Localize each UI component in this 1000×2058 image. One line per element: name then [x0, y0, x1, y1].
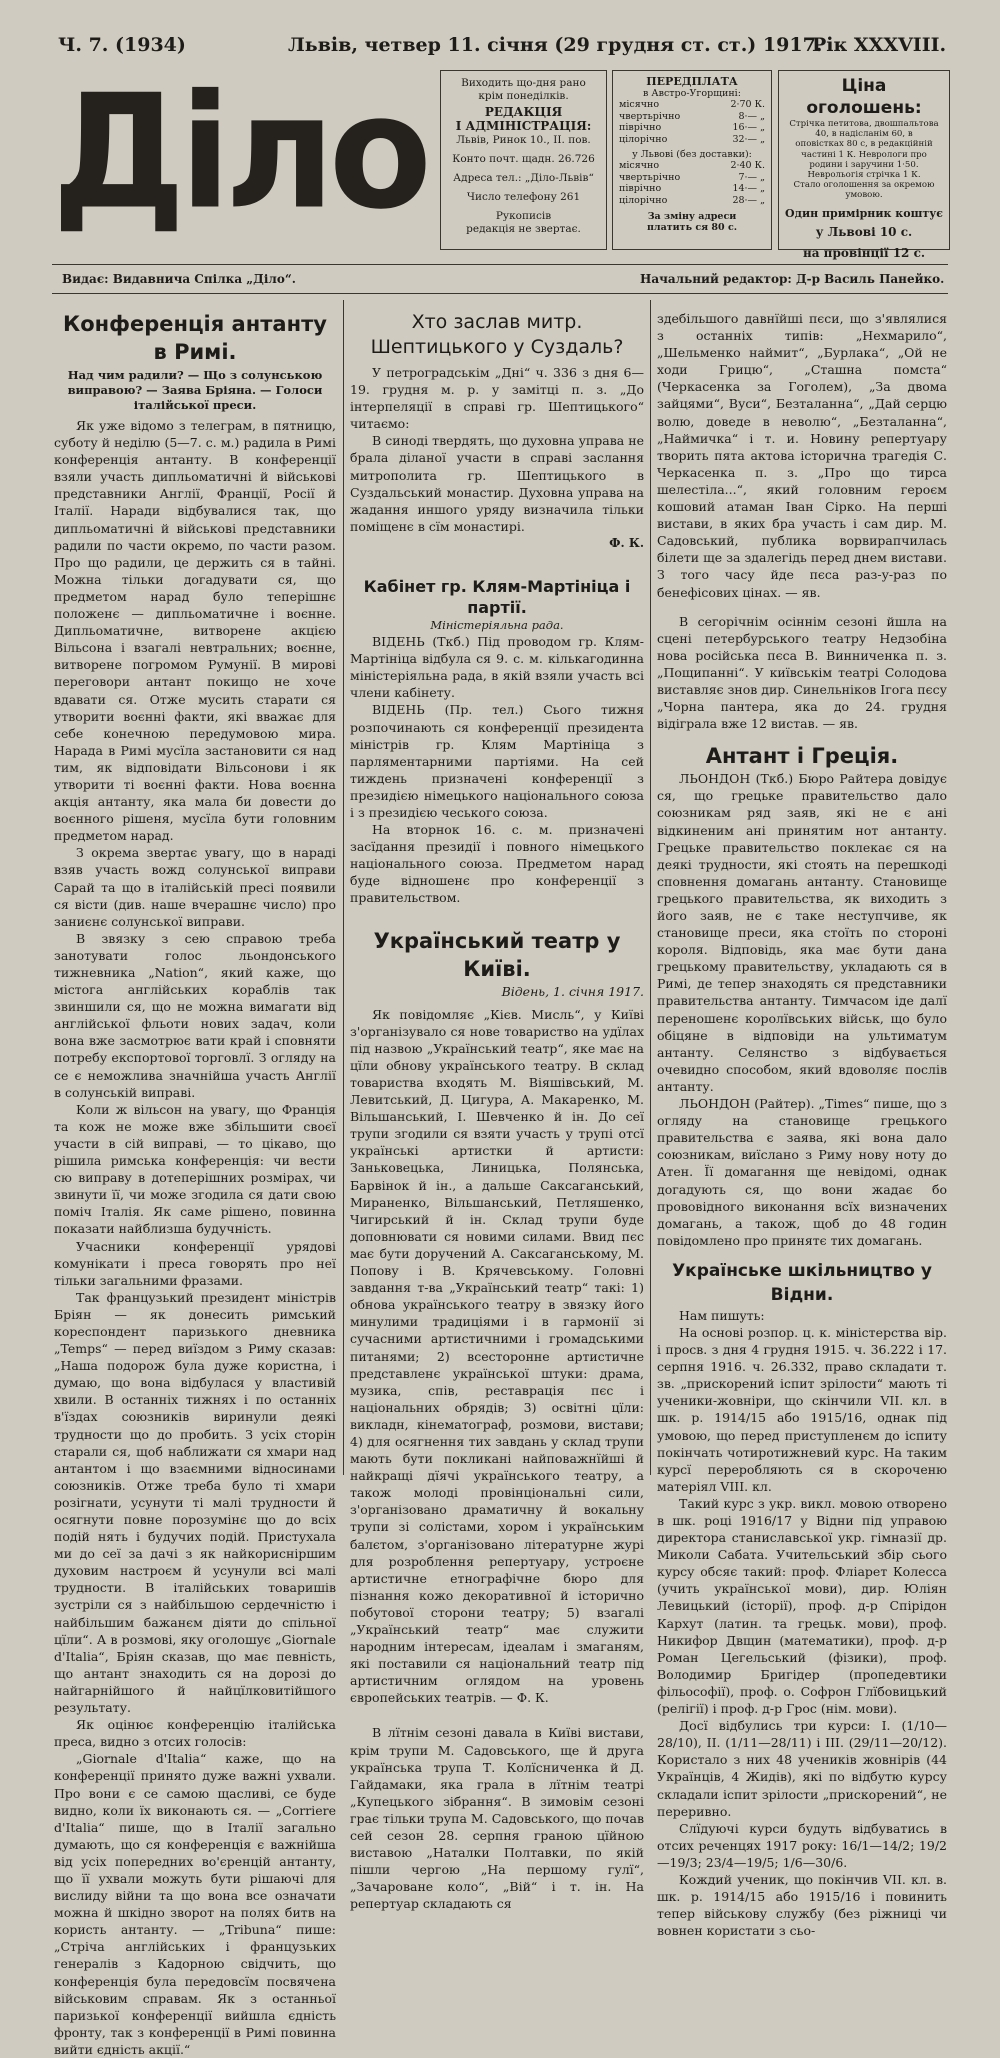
article-title: Антант і Греція.: [705, 744, 899, 769]
column-2: [350, 310, 644, 1912]
price-lviv: у Львові 10 с.: [815, 224, 913, 239]
paragraph: Як повідомляє „Кієв. Мисль“, у Київі з'організувало ся нове товариство на удїлах під назвою „Український театр“, яке має на цїли обнову українського театру. В склад товариства входять М. Віяшівський, М. Левитський, Д. Цигура, А. Макаренко, М. Вільшанський, І. Шевченко й ін. До сеї трупи згодили ся взяти участь у трупі отсї українські артистки й артисти: Заньковецька, Линицька, Полянська, Барвінок й ін., а дальше Саксаганський, Мираненко, Вільшанський, Петляшенко, Чигирський й ін. Склад трупи буде доповнювати ся новими силами. Ввид пєс має бути доручений А. Саксаганському, М. Попову і В. Крячевському. Головні завдання т-ва „Український театр“ такі: 1) обнова українського театру в звязку його минулими традиціями і в гармонії зі сучасними артистичними і громадськими питанями; 2) всесторонне артистичне представленє української штуки: драма, музика, спів, реставрація пєс і національних обрядів; 3) освітні цїли: викладн, кінематограф, розмови, вистави; 4) для осягнення тих завдань у склад трупи мають бути покликані найповажнїйші й найкращі дїячі українського театру, а також молоді провінціональні сили, з'організовано драматичну й вокальну трупи зі солістами, хором і українським балєтом, з'організовано літературне журі для розроблення репертуару, устроєне артистичне етнографічне бюро для пізнання кожо декоративної й історично побутової сторони театру; 5) взагалі „Український театр“ має служити народним інтересам, ідеалам і змаганям, які поставили ся національний театр під артистичним оглядом на уровень європейських театрів. — Ф. К.: [350, 1006, 644, 1706]
paragraph: Слїдуючі курси будуть відбуватись в отсих реченцях 1917 року: 16/1—14/2; 19/2—19/3; 23/4—19/5; 1/6—30/6.: [657, 1820, 947, 1870]
paragraph: В звязку з сею справою треба занотувати голос льондонського тижневника „Nation“, який каже, що містога англійських кораблів так звиншили ся, що не можна вимагати від англійської фльоти нових задач, коли вона вже засмотрює вати край і сповняти потребу експортової торговлї. З огляду на се є неможлива значнійша участь Англії в солунській виправі.: [54, 930, 336, 1100]
subscription-row: цілорічно 28·— „: [619, 194, 765, 206]
subscription-note-1: За зміну адреси: [647, 210, 737, 222]
paragraph: З окрема звертає увагу, що в нараді взяв участь вожд солунської виправи Сарай та що в італійській пресі появили ся вісти (див. наше вчерашнє число) про заниєнє солунської виправи.: [54, 845, 336, 929]
ads-line: оповістках 80 с, в редакційній частині 1 К. Неврологи про: [795, 139, 933, 160]
ads-line: Стало оголошення за окремою: [793, 180, 935, 191]
ads-title: Ціна оголошень:: [806, 76, 922, 118]
ads-line: Стрічка петитова, двошпальтова 40, в надісланім 60, в: [789, 119, 939, 140]
info-box: [440, 70, 607, 250]
paragraph: В сегорічнім осіннім сезоні йшла на сцені петербурського театру Недзобіна нова російська пєса В. Винниченка п. з. „Пощипанні“. У київськім театрі Солодова виставляє знов дир. Синельніков Ігога пєсу „Чорна пантера, яка до 24. грудня відіграла вже 12 вистав. — яв.: [657, 613, 947, 732]
paragraph: У петроградськім „Дні“ ч. 336 з дня 6—19. грудня м. р. у замітці п. з. „До інтерпеляції в справі гр. Шептицького“ читаємо:: [350, 365, 644, 432]
paragraph: В лїтнім сезоні давала в Київі вистави, крім трупи М. Садовського, ще й друга українська трупа Т. Колїсниченка й Д. Гайдамаки, яка грала в лїтнім театрі „Купецького зібрання“. В зимовім сезоні грає тільки трупа М. Садовського, що почав сей сезон 28. серпня граною цїйною виставою „Наталки Полтавки, по якій пішли чергою „На першому гулї“, „Зачароване коло“, „Вій“ і т. ін. На репертуар складають ся: [350, 1725, 644, 1912]
paragraph: Досї відбулись три курси: І. (1/10—28/10), ІІ. (1/11—28/11) і ІІІ. (29/11—20/12). Користало з них 48 учеників жовнірів (44 Українців, 4 Жидів), які по відбутю курсу складали іспит зрілости „прискорений“, не переривно.: [657, 1718, 947, 1819]
paragraph: Учасники конференції урядові комунікати і преса говорять про неї тільки загальними фразами.: [54, 1238, 336, 1288]
office-title: РЕДАКЦІЯ: [484, 105, 563, 119]
column-1: [54, 310, 336, 2057]
paragraph: Кождий ученик, що покінчив VII. кл. в. шк. р. 1914/15 або 1915/16 і повинить тепер військову службу (без ріжниці чи вовнен користати з сьо-: [657, 1871, 947, 1939]
paragraph: Так французький президент міністрів Бріян — як донесить римський кореспондент паризького дневника „Temps“ — перед виїздом з Риму сказав: „Наша подорож була дуже користна, і думаю, що вона відбулася у властивій хвили. В останніх тижнях і по останніх в'їздах союзників виринули деякі трудности що до пробить. З усіх сторін старали ся, щоб наближати ся хмари над антантом і що взаємними відносинами союзників. Отже треба було ті хмари розігнати, усунути ті малі трудности й осягнути повне порозумінє що до всіх подій нять і будучих подій. Пристухала ми до сеї за дачі з як найкорисніршим духовим настроєм й усунули всі малі трудности. В італійських товаришів зустріли ся з найбільшою сердечністю і найбільшим бажанєм діяти до спільної цїли“. А в розмові, яку оголошує „Giornale d'Italia“, Бріян сказав, що має певність, що антант знаходить ся на дорозі до найгарнійшого й найцїлковитійшого результату.: [54, 1289, 336, 1716]
subscription-note-2: платить ся 80 с.: [646, 222, 738, 234]
office-address: Львів, Ринок 10., II. пов.: [456, 134, 591, 146]
article-subtitle: Над чим радили? — Що з солунською виправою? — Заява Бріяна. — Голоси італійської преси.: [67, 368, 323, 412]
subscription-row: піврічно 16·— „: [619, 122, 765, 134]
subscription-title: ПЕРЕДПЛАТА: [646, 75, 738, 88]
signature: Ф. К.: [609, 535, 644, 550]
masthead-title: Діло: [52, 61, 426, 245]
paragraph: Як уже відомо з телеграм, в пятницю, суботу й неділю (5—7. с. м.) радила в Римі конференція антанту. В конференції взяли участь дипльоматичні й військові представники Англії, Франції, Росії й Італії. Наради відбувалися так, що дипльоматичні й військові представники радили по части окремо, по части разом. Про що радили, це держить ся в тайні. Можна тільки догадувати ся, що предметом нарад було теперішнє положенє — дипльоматичне і воєнне. Дипльоматичне, витворене акцією Вільсона і взагалі невтральних; воєнне, витворене погромом Румунії. В мирові переговори антант покищо не хоче вдавати ся. Отже мусить старати ся утворити воєнні факти, які вважає для себе конечною передумовою мира. Нарада в Римі мусїла застановити ся над тим, як відповідати Вільсонови і як утворити ті воєнні факти. Нова воєнна акція антанту, яка мала би довести до воєнного рішеня, мусїла бути головним предметом нарад.: [54, 418, 336, 844]
office-sub: І АДМІНІСТРАЦІЯ:: [455, 119, 592, 133]
article-dateline: Відень, 1. січня 1917.: [501, 983, 644, 999]
paragraph: Такий курс з укр. викл. мовою отворено в шк. році 1916/17 у Відни під управою директора станиславської укр. гімназії др. Миколи Сабата. Учительський збір сього курсу обсяє такий: проф. Фліарет Колесса (учить української мови), дир. Юліян Левицький (історії), проф. д-р Спірідон Кархут (латин. та грецьк. мови), проф. Никифор Двщин (математики), проф. д-р Роман Цегельський (фізики), проф. Володимир Бригідер (пропедевтики фільософії), проф. о. Софрон Глїбовицький (релігії) і проф. д-р Грос (нім. мови).: [657, 1495, 947, 1717]
subscription-box: [612, 70, 772, 250]
subscription-austria-label: в Австро-Угорщині:: [643, 87, 741, 99]
office-note-2: редакція не звертає.: [466, 223, 581, 235]
paragraph: Як оцінює конференцію італійська преса, видно з отсих голосів:: [54, 1717, 336, 1750]
paragraph: ВІДЕНЬ (Ткб.) Під проводом гр. Клям-Мартініца відбула ся 9. с. м. кількагодинна міністеріяльна рада, в якій взяли участь всі члени кабінету.: [350, 634, 644, 701]
subscription-lviv-label: у Львові (без доставки):: [632, 148, 752, 160]
subscription-row: піврічно 14·— „: [619, 183, 765, 195]
ads-line: родини і заручини 1·50.: [809, 159, 919, 170]
subscription-row: місячно 2·70 К.: [619, 99, 765, 111]
paragraph: здебільшого давнїйші пєси, що з'являлися з останніх типів: „Нехмарило“, „Шельменко наймит“, „Бурлака“, „Ой не ходи Грицю“, „Сташна помста“ (Черкасенка за Гоголем), „За двома зайцями“, Вуси“, Безталанна“, „Дай серцю волю, доведе в неволю“, „Безталанна“, „Наймичка“ і т. и. Новину репертуару творить пята актова історична трагедія С. Черкасенка п. з. „Про що тирса шелестіла...“, який головним героєм кошовий атаман Іван Сірко. На перші вистави, в яких бра участь і сам дир. М. Садовський, публика ворвирапчилась білети ще за здалегідь перед днем вистави. З того часу йде пєса раз-у-раз по бенефісових цінах. — яв.: [657, 311, 947, 600]
paragraph: В синоді твердять, що духовна управа не брала діланої участи в справі заслання митрополита гр. Шептицького в Суздальський монастир. Духовна управа на жадання иншого уряду визначила тільки поміщенє в сїм монастирі.: [350, 433, 644, 534]
price-title: Один примірник коштує: [785, 206, 943, 220]
year: Рік XXXVIII.: [812, 34, 947, 56]
subscription-row: чвертьрічно 7·— „: [619, 171, 765, 183]
office-phone: Число телефону 261: [466, 191, 581, 203]
publisher: Видає: Видавнича Спілка „Діло“.: [62, 272, 296, 286]
article-subtitle: Міністеріяльна рада.: [430, 618, 564, 633]
paragraph: ЛЬОНДОН (Райтер). „Times“ пише, що з огляду на становище грецького правительства є заява, які вона дало союзникам, виїслано з Риму нову ноту до Атен. Її домагання ще невідомі, однак догадують ся, що вони жадає бо прововідного виконання всїх визначених домагань, а також, щоб до 48 годин повідомлено про принятє тих домагань.: [657, 1096, 947, 1248]
article-title: Кабінет гр. Клям-Мартініца і партії.: [363, 577, 631, 618]
paragraph: Нам пишуть:: [679, 1307, 765, 1323]
subscription-row: місячно 2·40 К.: [619, 160, 765, 172]
paragraph: ЛЬОНДОН (Ткб.) Бюро Райтера довідує ся, що грецьке правительство дало союзникам ряд заяв, які не є ані відкиненим ані принятим нот антанту. Грецьке правительство поклекає ся на деякі трудности, які стоять на перешкоді сповнення домагань антанту. Становище грецького правительства, як виходить з його заяв, не є таке неступчиве, як становище преси, яка стоїть по стороні короля. Відповідь, яка має бути дана грецькому правительству, укладають ся в Римі, де тепер знаходять ся представники правительства антанту. Тимчасом іде далї переношенє королївських військ, що було обіцяне в відповіди на ультиматум антанту. Селянство з відбувається очевидно способом, який вдоволяє послів антанту.: [657, 771, 947, 1094]
ads-box: [778, 70, 950, 260]
subscription-row: чвертьрічно 8·— „: [619, 110, 765, 122]
divider: [52, 264, 948, 265]
issue-number: Ч. 7. (1934): [58, 34, 186, 56]
column-rule: [343, 300, 344, 1475]
paragraph: Коли ж вільсон на увагу, що Франція та кож не може вже збільшити своєї участи в сій виправі, — то цікаво, що рішила римська конференція: чи вести сю виправу в дотеперішних розмірах, чи звинути її, чи може згодила ся дати свою поміч Італія. Як саме рішено, повинна показати найблизша будучність.: [54, 1101, 336, 1237]
office-note-1: Рукописів: [495, 210, 552, 222]
editor: Начальний редактор: Д-р Василь Панейко.: [640, 272, 945, 286]
office-account: Конто почт. щадн. 26.726: [452, 153, 595, 165]
article-title: Українське шкільництво у Відни.: [672, 1260, 932, 1305]
article-title: Хто заслав митр. Шептицького у Суздаль?: [370, 311, 624, 358]
subscription-row: цілорічно 32·— „: [619, 133, 765, 145]
column-3: [657, 310, 947, 1939]
column-rule: [650, 300, 651, 1475]
paragraph: На основі розпор. ц. к. міністерства вір. і просв. з дня 4 грудня 1915. ч. 36.222 і 17. серпня 1916. ч. 26.332, право складати т. зв. „прискорений іспит зрілости“ мають ті ученики-жовніри, що скінчили VII. кл. в шк. р. 1914/15 або 1915/16, однак під умовою, що перед приступленєм до іспиту покінчать чотиротижневий курс. На таким курсї переробляють ся в скороченю матеріял VIII. кл.: [657, 1324, 947, 1494]
article-title: Конференція антанту в Римі.: [63, 312, 327, 364]
price-province: на провінції 12 с.: [802, 245, 926, 260]
ads-line: умовою.: [845, 190, 883, 201]
article-title: Український театр у Київі.: [373, 928, 621, 981]
info-line-1: Виходить що-дня рано: [461, 77, 586, 89]
paragraph: „Giornale d'Italia“ каже, що на конференції принято дуже важні ухвали. Про вони є се самою щасливі, се буде видно, коли їх виконають ся. — „Corriere d'Italia“ пише, що в Італії загально думають, що ся конференція є важнійша від усіх попередних во'єренцій антанту, що її ухвали можуть бути рішаючі для вислиду війни та що вона все означати можна й шкідно зворот на полях битв на користь антанту. — „Tribuna“ пише: „Стріча англійських і французьких генералів з Кадорною свідчить, що конференція була передовсїм посвячена військовим справам. Як з останньої паризької конференції вийшла єдність фронту, так з конференції в Римі повинна вийти єдність акції.“: [54, 1751, 336, 2057]
paragraph: ВІДЕНЬ (Пр. тел.) Сього тижня розпочинають ся конференції президента міністрів гр. Клям Мартініца з парляментарними партіями. На сей тиждень призначені конференції з президією німецького національного союза і з президією чеського союза.: [350, 702, 644, 820]
info-line-2: крім понеділків.: [478, 90, 569, 102]
dateline: Львів, четвер 11. січня (29 грудня ст. ст.) 1917.: [288, 34, 823, 56]
office-telegraph: Адреса тел.: „Діло-Львів“: [453, 172, 594, 184]
divider: [52, 293, 948, 294]
ads-line: Неврольогія стрічка 1 К.: [807, 170, 921, 181]
paragraph: На вторнок 16. с. м. призначені засїдання президії і повного німецького національного союза. Предметом нарад буде відношенє про конференції з правительством.: [350, 822, 644, 906]
